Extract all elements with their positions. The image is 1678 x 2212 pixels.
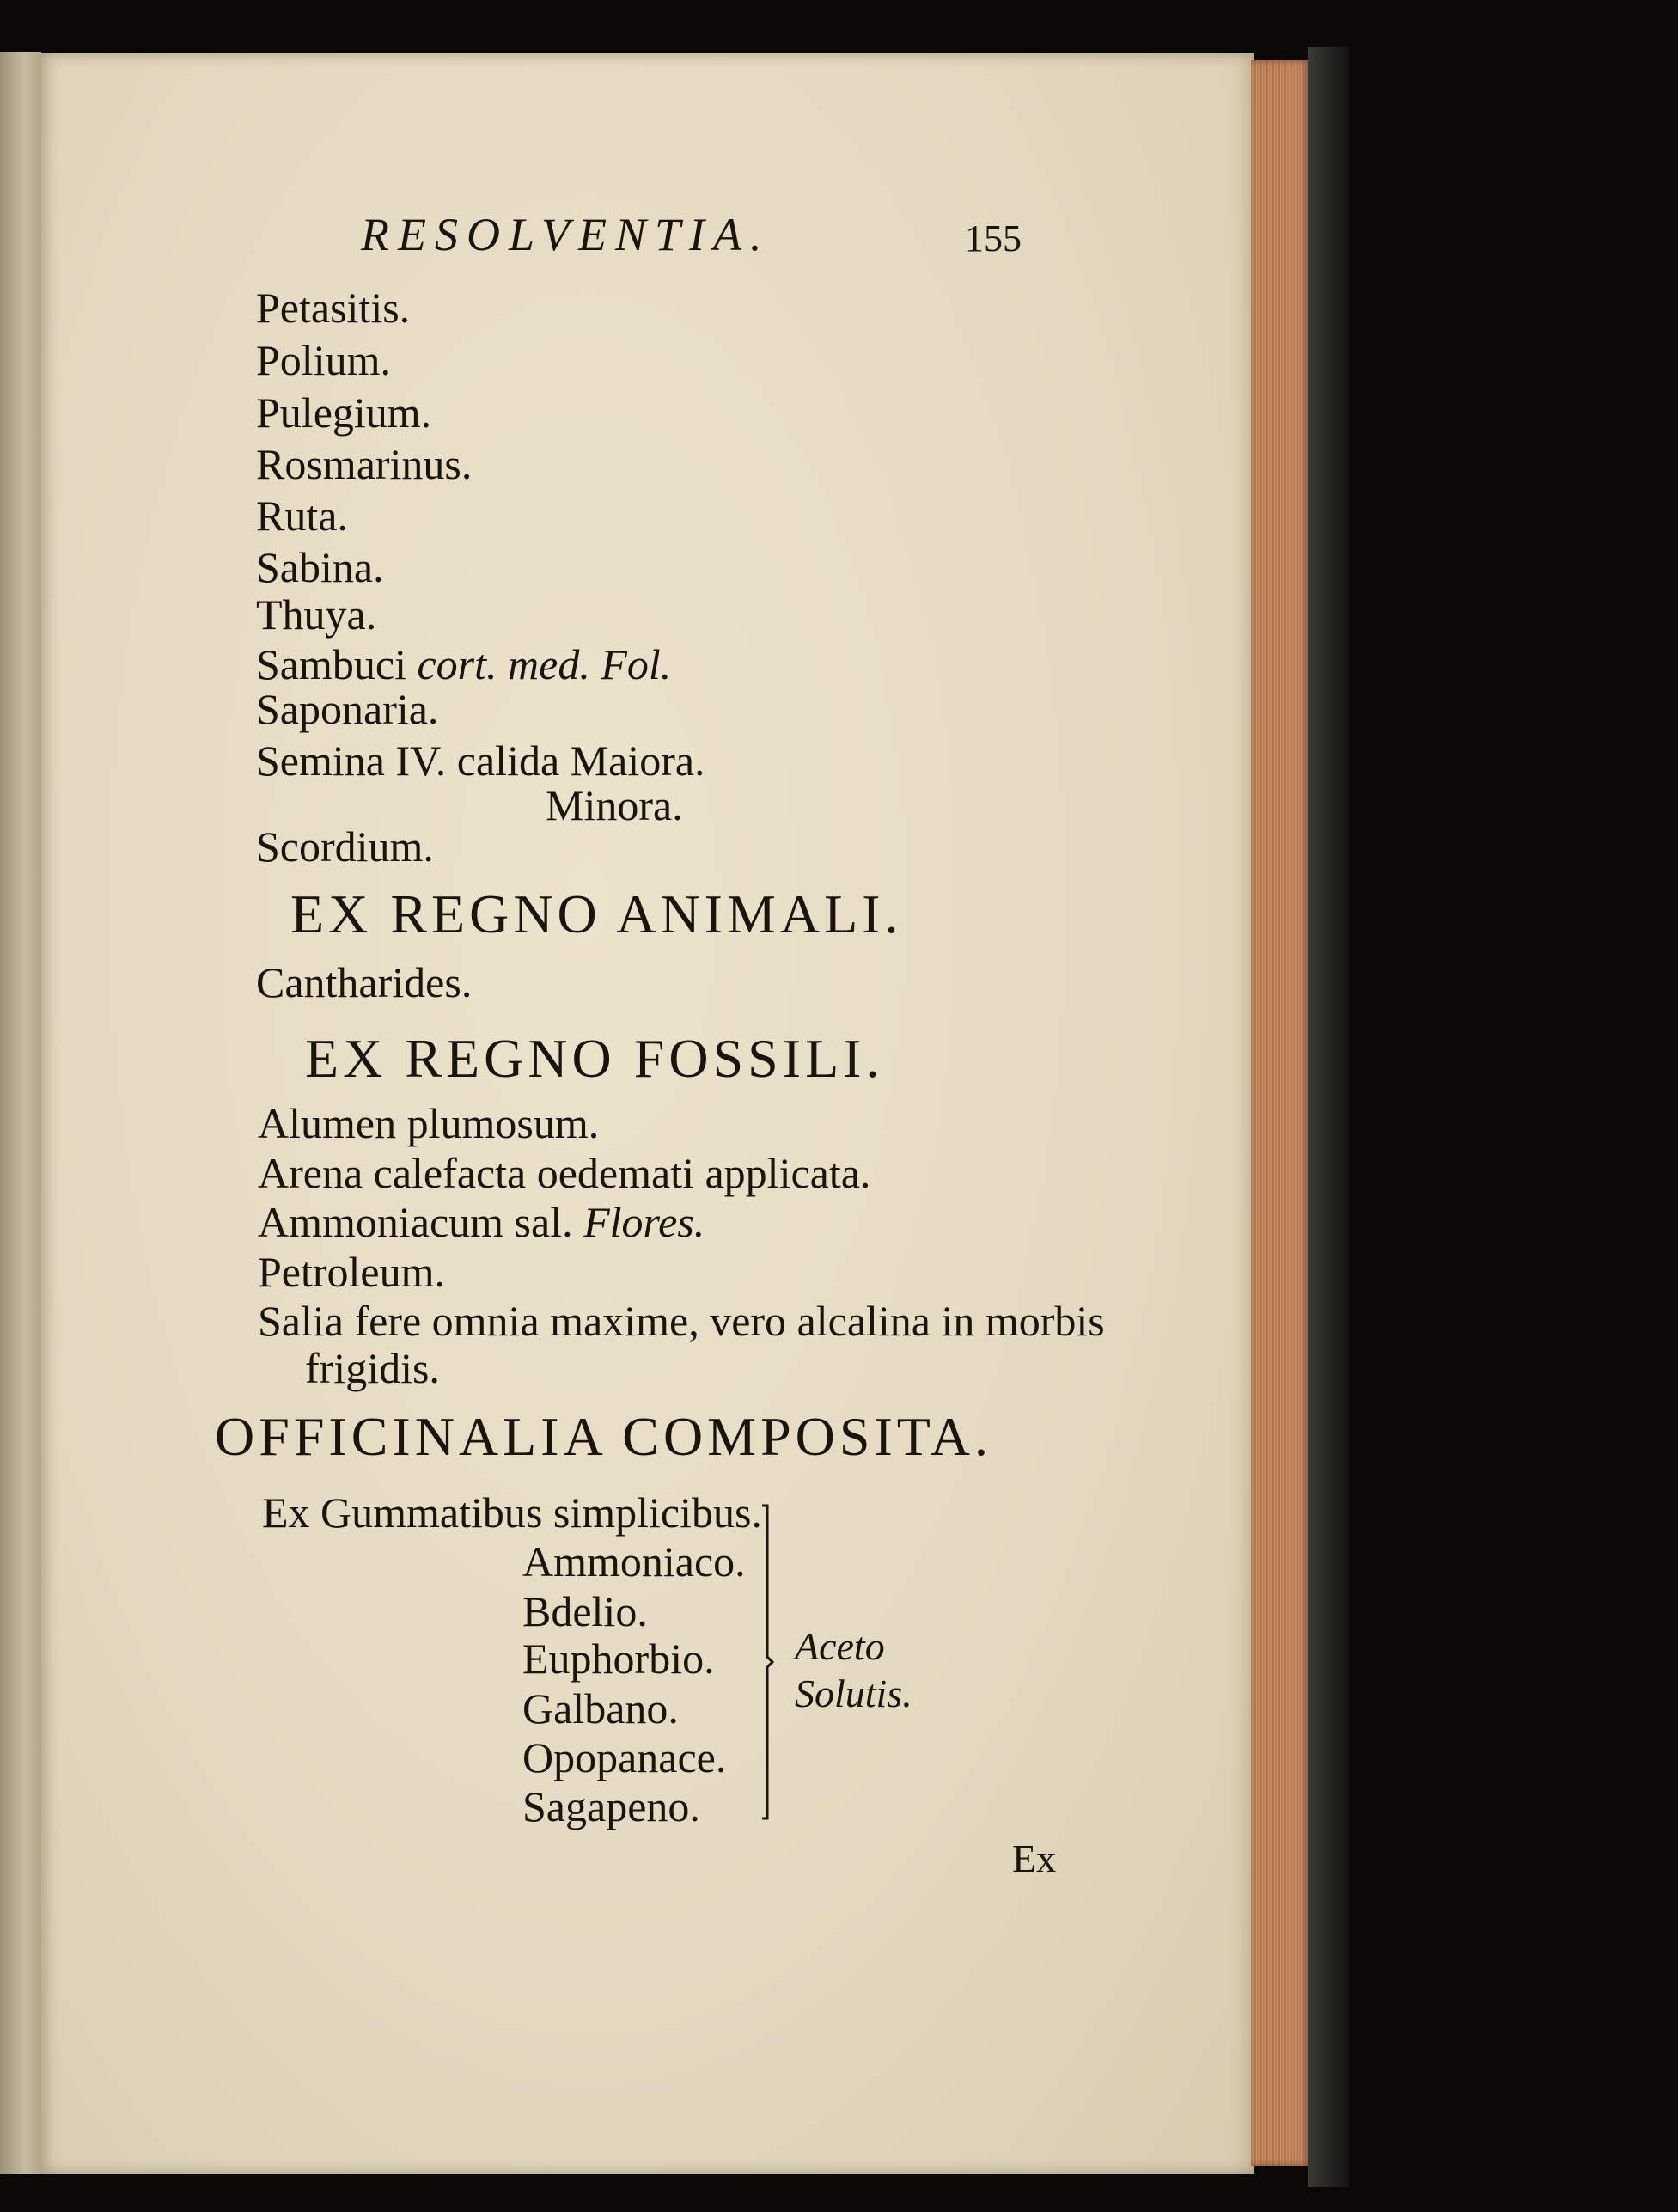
list-item: Sabina. bbox=[256, 543, 384, 591]
section-heading-fossil: EX REGNO FOSSILI. bbox=[305, 1028, 884, 1089]
running-title: RESOLVENTIA. bbox=[361, 209, 771, 260]
list-item: Arena calefacta oedemati applicata. bbox=[258, 1149, 871, 1197]
list-item: Polium. bbox=[256, 336, 391, 384]
list-item: Ruta. bbox=[256, 492, 348, 540]
officinalia-item: Euphorbio. bbox=[522, 1635, 715, 1683]
list-item: Scordium. bbox=[256, 822, 434, 871]
officinalia-item: Bdelio. bbox=[522, 1587, 648, 1635]
list-item-semina: Semina IV. calida Maiora. bbox=[256, 736, 705, 785]
sambuci-text: Sambuci bbox=[256, 640, 406, 688]
page-number: 155 bbox=[965, 217, 1022, 260]
page bbox=[41, 53, 1254, 2174]
section-heading-animal: EX REGNO ANIMALI. bbox=[290, 883, 903, 944]
list-item: Pulegium. bbox=[256, 388, 432, 437]
officinalia-item: Ammoniaco. bbox=[522, 1537, 746, 1586]
officinalia-item: Sagapeno. bbox=[522, 1782, 700, 1830]
list-item-sambuci bbox=[256, 640, 672, 688]
curly-brace bbox=[760, 1502, 774, 1822]
list-item-salia-cont: frigidis. bbox=[305, 1344, 440, 1392]
list-item-ammoniacum bbox=[258, 1198, 705, 1246]
list-item: Petasitis. bbox=[256, 284, 411, 332]
list-item: Cantharides. bbox=[256, 958, 473, 1006]
officinalia-item: Opopanace. bbox=[522, 1733, 727, 1781]
officinalia-item: Galbano. bbox=[522, 1684, 679, 1732]
brace-note-line2: Solutis. bbox=[795, 1671, 912, 1715]
list-item-salia: Salia fere omnia maxime, vero alcalina in morbis bbox=[258, 1297, 1105, 1345]
book-cover-edge bbox=[1308, 47, 1349, 2187]
ammoniacum-italic: Flores. bbox=[583, 1198, 705, 1246]
list-item: Alumen plumosum. bbox=[258, 1099, 600, 1147]
list-item: Petroleum. bbox=[258, 1248, 446, 1296]
previous-page-edge bbox=[0, 52, 41, 2174]
brace-note-line1: Aceto bbox=[795, 1624, 885, 1668]
list-item: Saponaria. bbox=[256, 685, 439, 733]
list-item: Rosmarinus. bbox=[256, 440, 473, 488]
catchword: Ex bbox=[1012, 1836, 1057, 1880]
section-heading-officinalia: OFFICINALIA COMPOSITA. bbox=[215, 1406, 992, 1467]
list-item: Thuya. bbox=[256, 590, 377, 639]
officinalia-intro: Ex Gummatibus simplicibus. bbox=[262, 1488, 762, 1537]
page-block-edges bbox=[1251, 60, 1311, 2166]
ammoniacum-text: Ammoniacum sal. bbox=[258, 1198, 573, 1246]
sambuci-italic: cort. med. Fol. bbox=[417, 640, 672, 688]
list-item-semina-minora: Minora. bbox=[546, 781, 683, 829]
